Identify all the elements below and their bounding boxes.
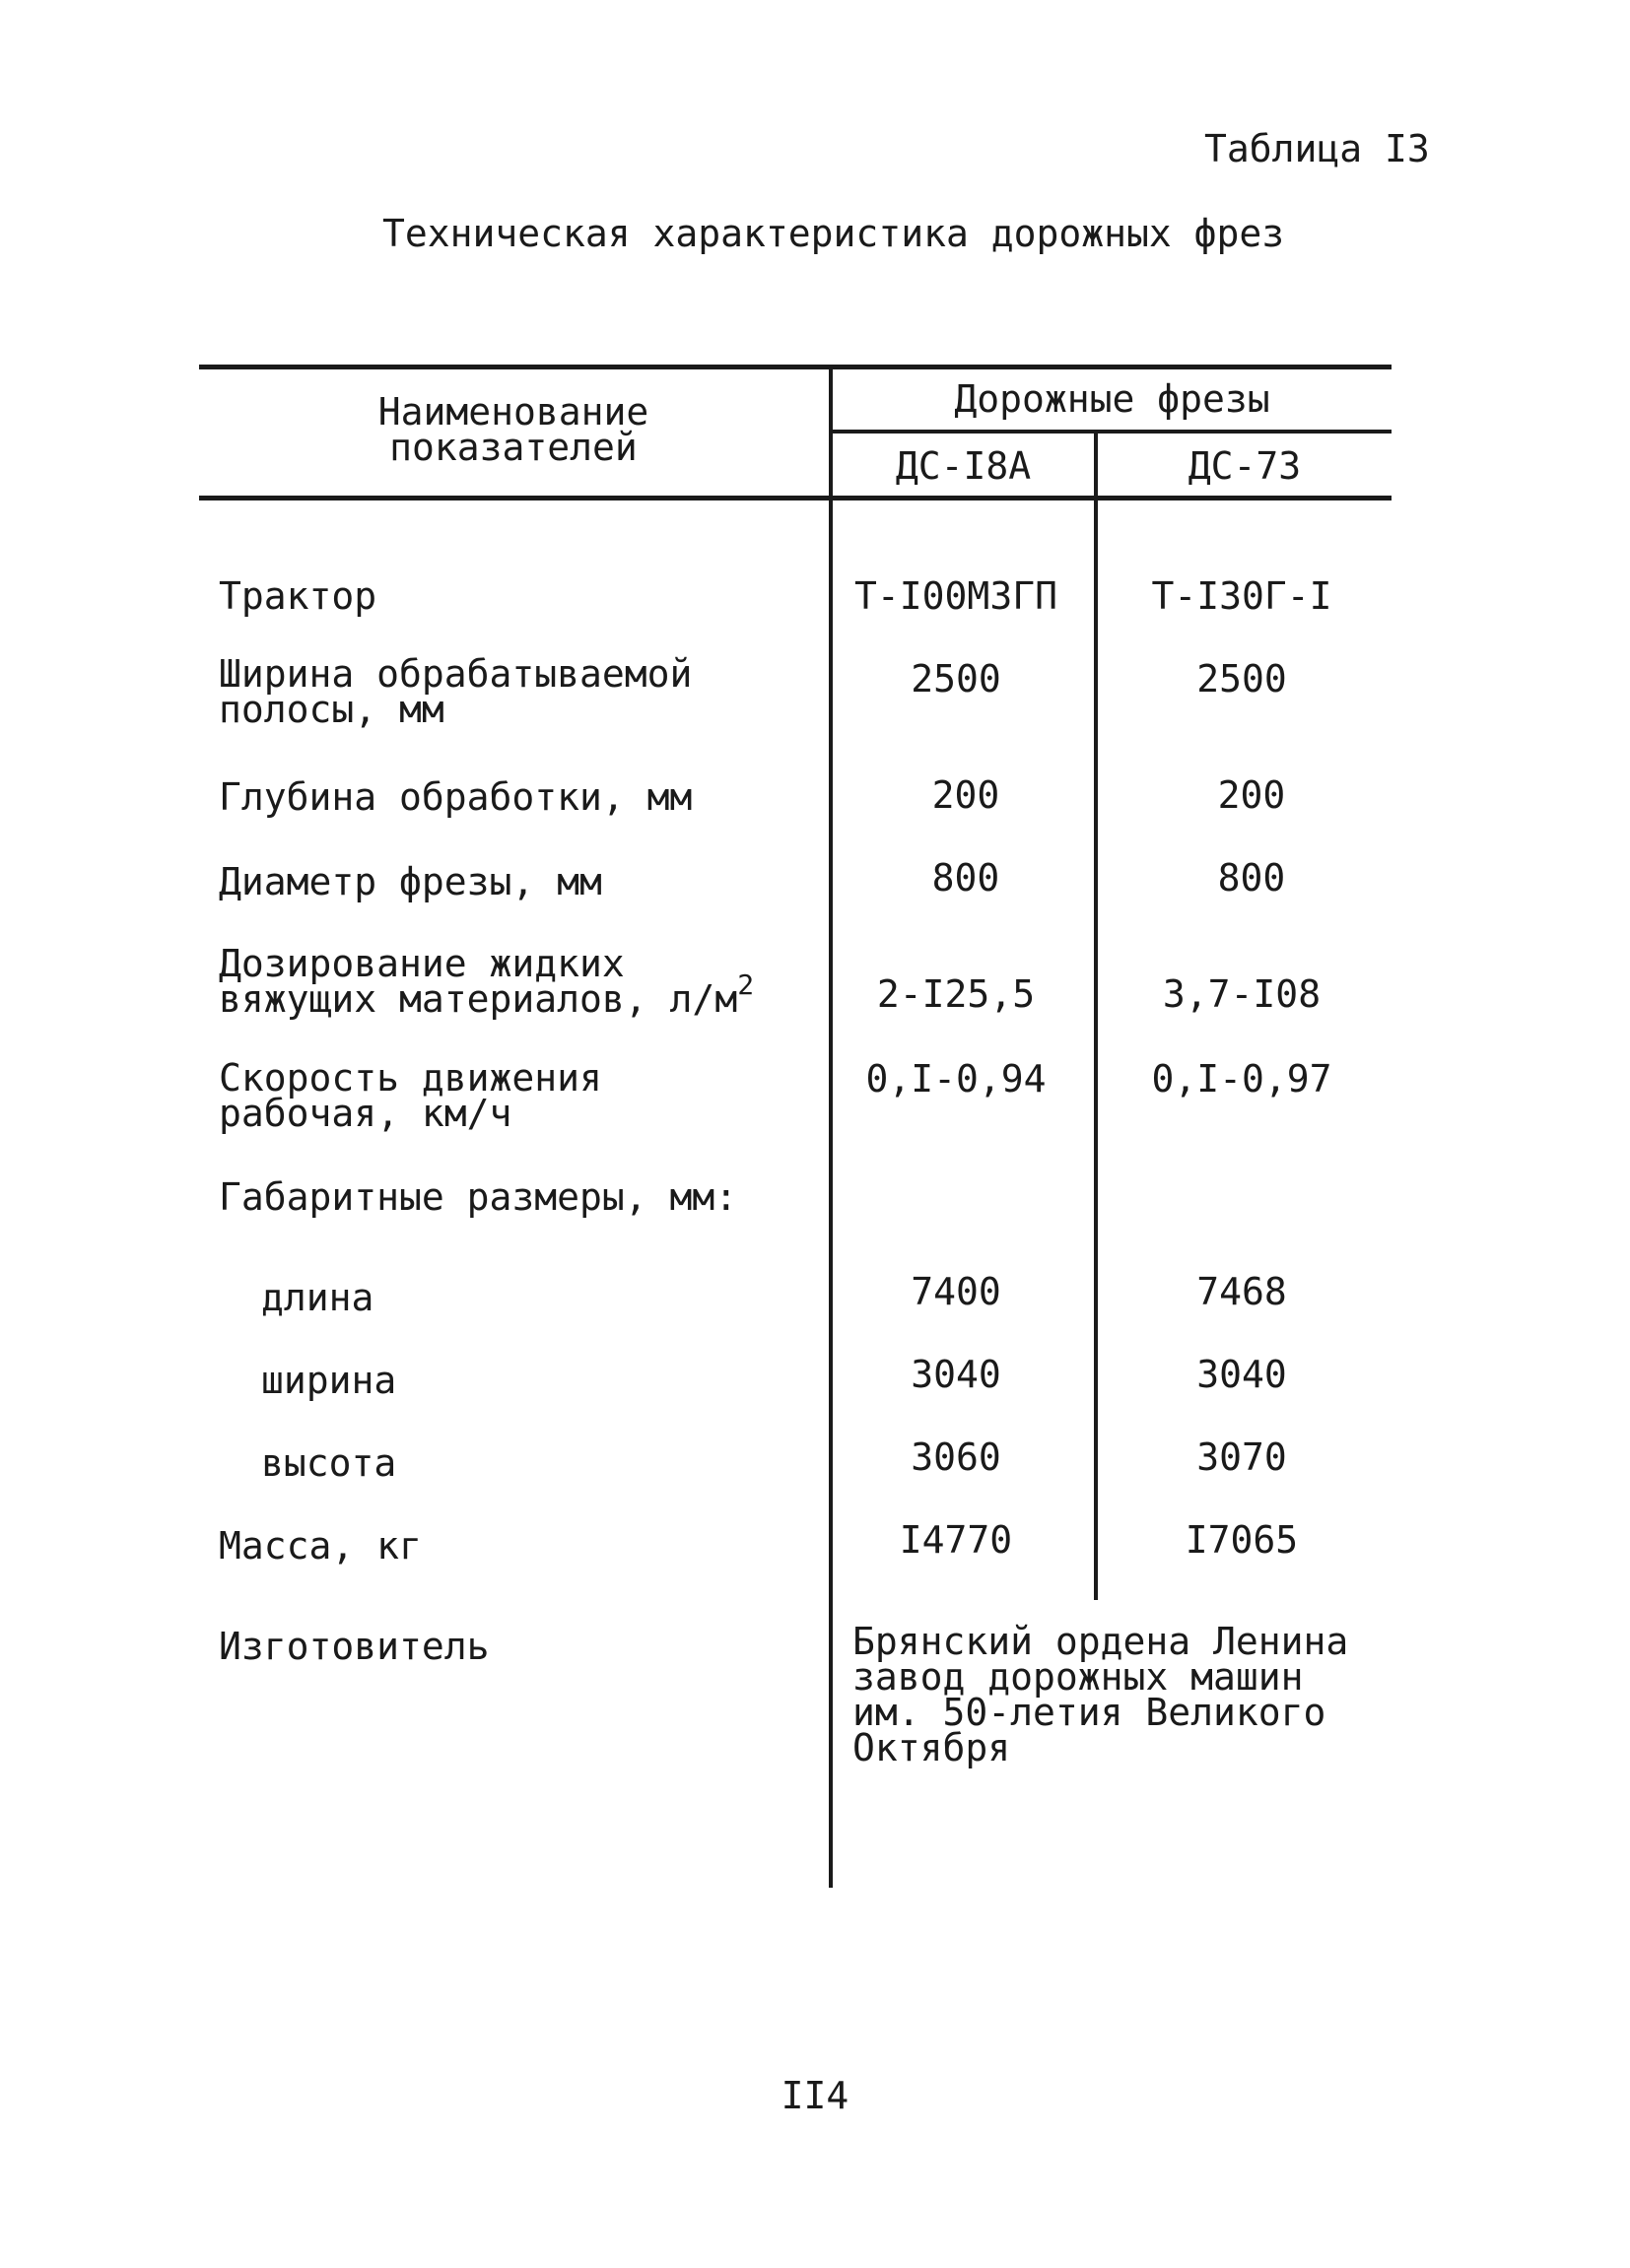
row-label-tractor: Трактор [219, 574, 377, 618]
row-label-width: Ширина обрабатываемой полосы, мм [219, 652, 693, 731]
cell-dosing-ds73: 3,7-I08 [1162, 972, 1322, 1016]
cell-mass-ds73: I7065 [1185, 1518, 1299, 1562]
model-header-ds73: ДС-73 [1188, 444, 1302, 488]
row-label-depth: Глубина обработки, мм [219, 775, 693, 819]
cell-diameter-ds73: 800 [1217, 856, 1286, 900]
table-label: Таблица I3 [1204, 127, 1430, 170]
cell-height-ds73: 3070 [1196, 1435, 1287, 1479]
row-label-mass: Масса, кг [219, 1524, 422, 1568]
cell-dim-width-ds73: 3040 [1196, 1353, 1287, 1396]
cell-width-ds18a: 2500 [911, 657, 1001, 700]
cell-speed-ds18a: 0,I-0,94 [865, 1057, 1047, 1101]
row-label-dim-width: ширина [261, 1359, 397, 1402]
row-label-speed: Скорость движения рабочая, км/ч [219, 1056, 602, 1135]
unit-superscript: 2 [737, 968, 755, 1001]
cell-dim-width-ds18a: 3040 [911, 1353, 1001, 1396]
row-label-dosing: Дозирование жидких вяжущих материалов, $л/м^2$ [219, 942, 755, 1021]
header-bottom-rule [199, 496, 1392, 500]
page-number: II4 [781, 2074, 849, 2117]
cell-width-ds73: 2500 [1196, 657, 1287, 700]
row-label-length: длина [261, 1276, 374, 1319]
page-title: Техническая характеристика дорожных фрез [382, 212, 1285, 255]
row-label-diameter: Диаметр фрезы, мм [219, 860, 602, 903]
cell-tractor-ds73: Т-I30Г-I [1151, 574, 1332, 618]
group-header: Дорожные фрезы [954, 377, 1270, 421]
cell-speed-ds73: 0,I-0,97 [1151, 1057, 1332, 1101]
group-header-rule [831, 430, 1392, 434]
cell-length-ds18a: 7400 [911, 1270, 1001, 1313]
model-header-ds18a: ДС-I8А [895, 444, 1032, 488]
cell-depth-ds73: 200 [1217, 773, 1286, 817]
parameter-column-header: Наименование показателей [377, 390, 649, 469]
cell-tractor-ds18a: Т-I00МЗГП [854, 574, 1057, 618]
cell-diameter-ds18a: 800 [931, 856, 1000, 900]
cell-length-ds73: 7468 [1196, 1270, 1287, 1313]
row-label-height: высота [261, 1441, 397, 1485]
row-label-manufacturer: Изготовитель [219, 1625, 490, 1668]
cell-manufacturer: Брянский ордена Ленина завод дорожных машин им. 50-летия Великого Октября [852, 1620, 1349, 1769]
cell-height-ds18a: 3060 [911, 1435, 1001, 1479]
row-label-dimensions: Габаритные размеры, мм: [219, 1175, 738, 1219]
column-divider-models [1094, 432, 1098, 1600]
cell-mass-ds18a: I4770 [899, 1518, 1013, 1562]
cell-depth-ds18a: 200 [931, 773, 1000, 817]
cell-dosing-ds18a: 2-I25,5 [876, 972, 1036, 1016]
table-top-rule [199, 365, 1392, 369]
